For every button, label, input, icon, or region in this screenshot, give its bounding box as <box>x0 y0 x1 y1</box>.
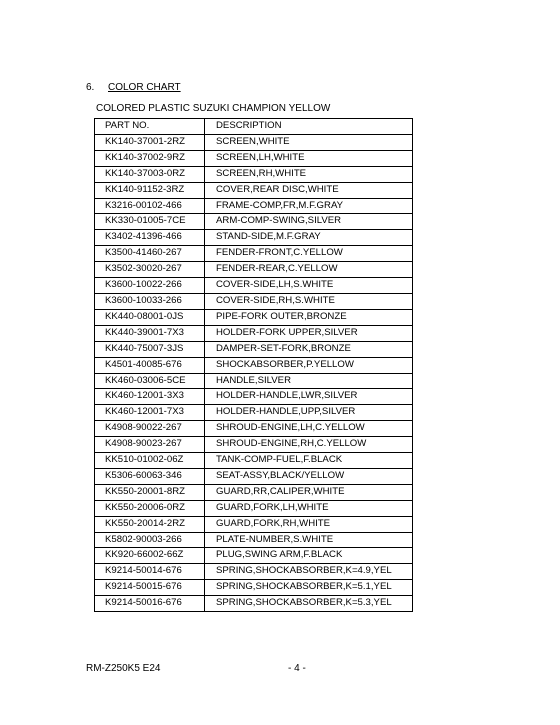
table-row <box>95 214 413 230</box>
table-row <box>95 134 413 150</box>
part-number-cell: KK440-39001-7X3 <box>95 325 205 341</box>
table-row <box>95 564 413 580</box>
part-number-cell: KK140-37003-0RZ <box>95 166 205 182</box>
table-row <box>95 548 413 564</box>
section-heading <box>86 82 181 93</box>
part-number-cell: K3502-30020-267 <box>95 262 205 278</box>
table-row <box>95 580 413 596</box>
page-number: - 4 - <box>288 663 306 674</box>
part-number-cell: K9214-50014-676 <box>95 564 205 580</box>
part-number-cell: K3216-00102-466 <box>95 198 205 214</box>
header-description: DESCRIPTION <box>205 119 413 135</box>
table-row <box>95 309 413 325</box>
table-row <box>95 484 413 500</box>
description-cell: GUARD,FORK,RH,WHITE <box>205 516 413 532</box>
part-number-cell: K9214-50015-676 <box>95 580 205 596</box>
table-row <box>95 596 413 612</box>
part-number-cell: KK140-37001-2RZ <box>95 134 205 150</box>
part-number-cell: KK550-20001-8RZ <box>95 484 205 500</box>
table-row <box>95 468 413 484</box>
description-cell: SCREEN,RH,WHITE <box>205 166 413 182</box>
table-row <box>95 405 413 421</box>
document-code: RM-Z250K5 E24 <box>86 663 161 674</box>
description-cell: GUARD,RR,CALIPER,WHITE <box>205 484 413 500</box>
part-number-cell: KK550-20014-2RZ <box>95 516 205 532</box>
description-cell: FENDER-FRONT,C.YELLOW <box>205 246 413 262</box>
part-number-cell: KK920-66002-66Z <box>95 548 205 564</box>
table-row <box>95 325 413 341</box>
description-cell: STAND-SIDE,M.F.GRAY <box>205 230 413 246</box>
description-cell: FRAME-COMP,FR,M.F.GRAY <box>205 198 413 214</box>
part-number-cell: K5306-60063-346 <box>95 468 205 484</box>
description-cell: GUARD,FORK,LH,WHITE <box>205 500 413 516</box>
description-cell: COVER-SIDE,LH,S.WHITE <box>205 278 413 294</box>
table-row <box>95 453 413 469</box>
part-number-cell: K3402-41396-466 <box>95 230 205 246</box>
part-number-cell: KK440-08001-0JS <box>95 309 205 325</box>
table-row <box>95 373 413 389</box>
description-cell: HOLDER-FORK UPPER,SILVER <box>205 325 413 341</box>
description-cell: SHROUD-ENGINE,RH,C.YELLOW <box>205 437 413 453</box>
part-number-cell: K4501-40085-676 <box>95 357 205 373</box>
part-number-cell: K3600-10033-266 <box>95 293 205 309</box>
part-number-cell: K3500-41460-267 <box>95 246 205 262</box>
description-cell: PLATE-NUMBER,S.WHITE <box>205 532 413 548</box>
table-row <box>95 516 413 532</box>
description-cell: HOLDER-HANDLE,UPP,SILVER <box>205 405 413 421</box>
table-row <box>95 262 413 278</box>
description-cell: DAMPER-SET-FORK,BRONZE <box>205 341 413 357</box>
description-cell: SPRING,SHOCKABSORBER,K=5.1,YEL <box>205 580 413 596</box>
table-row <box>95 182 413 198</box>
description-cell: HANDLE,SILVER <box>205 373 413 389</box>
description-cell: PLUG,SWING ARM,F.BLACK <box>205 548 413 564</box>
description-cell: SEAT-ASSY,BLACK/YELLOW <box>205 468 413 484</box>
color-chart-table <box>94 118 413 612</box>
table-body <box>95 134 413 611</box>
table-row <box>95 532 413 548</box>
part-number-cell: KK460-12001-7X3 <box>95 405 205 421</box>
description-cell: PIPE-FORK OUTER,BRONZE <box>205 309 413 325</box>
description-cell: COVER,REAR DISC,WHITE <box>205 182 413 198</box>
part-number-cell: KK330-01005-7CE <box>95 214 205 230</box>
table-row <box>95 246 413 262</box>
description-cell: ARM-COMP-SWING,SILVER <box>205 214 413 230</box>
description-cell: COVER-SIDE,RH,S.WHITE <box>205 293 413 309</box>
part-number-cell: KK510-01002-06Z <box>95 453 205 469</box>
description-cell: HOLDER-HANDLE,LWR,SILVER <box>205 389 413 405</box>
part-number-cell: K4908-90023-267 <box>95 437 205 453</box>
description-cell: SCREEN,WHITE <box>205 134 413 150</box>
part-number-cell: KK550-20006-0RZ <box>95 500 205 516</box>
part-number-cell: K4908-90022-267 <box>95 421 205 437</box>
table-row <box>95 198 413 214</box>
description-cell: FENDER-REAR,C.YELLOW <box>205 262 413 278</box>
part-number-cell: KK440-75007-3JS <box>95 341 205 357</box>
table-row <box>95 341 413 357</box>
table-row <box>95 389 413 405</box>
section-title: COLOR CHART <box>108 82 181 93</box>
part-number-cell: KK140-37002-9RZ <box>95 150 205 166</box>
table-row <box>95 166 413 182</box>
part-number-cell: KK460-03006-5CE <box>95 373 205 389</box>
table-header-row <box>95 119 413 135</box>
table-row <box>95 500 413 516</box>
table-row <box>95 150 413 166</box>
table-caption: COLORED PLASTIC SUZUKI CHAMPION YELLOW <box>96 103 331 114</box>
part-number-cell: K5802-90003-266 <box>95 532 205 548</box>
table-row <box>95 293 413 309</box>
table-row <box>95 357 413 373</box>
description-cell: SHOCKABSORBER,P.YELLOW <box>205 357 413 373</box>
table-row <box>95 437 413 453</box>
section-number: 6. <box>86 82 95 93</box>
table-row <box>95 421 413 437</box>
description-cell: SPRING,SHOCKABSORBER,K=5.3,YEL <box>205 596 413 612</box>
description-cell: SPRING,SHOCKABSORBER,K=4.9,YEL <box>205 564 413 580</box>
header-part-no: PART NO. <box>95 119 205 135</box>
part-number-cell: KK140-91152-3RZ <box>95 182 205 198</box>
description-cell: SHROUD-ENGINE,LH,C.YELLOW <box>205 421 413 437</box>
part-number-cell: KK460-12001-3X3 <box>95 389 205 405</box>
part-number-cell: K3600-10022-266 <box>95 278 205 294</box>
description-cell: SCREEN,LH,WHITE <box>205 150 413 166</box>
table-row <box>95 278 413 294</box>
description-cell: TANK-COMP-FUEL,F.BLACK <box>205 453 413 469</box>
table-row <box>95 230 413 246</box>
part-number-cell: K9214-50016-676 <box>95 596 205 612</box>
